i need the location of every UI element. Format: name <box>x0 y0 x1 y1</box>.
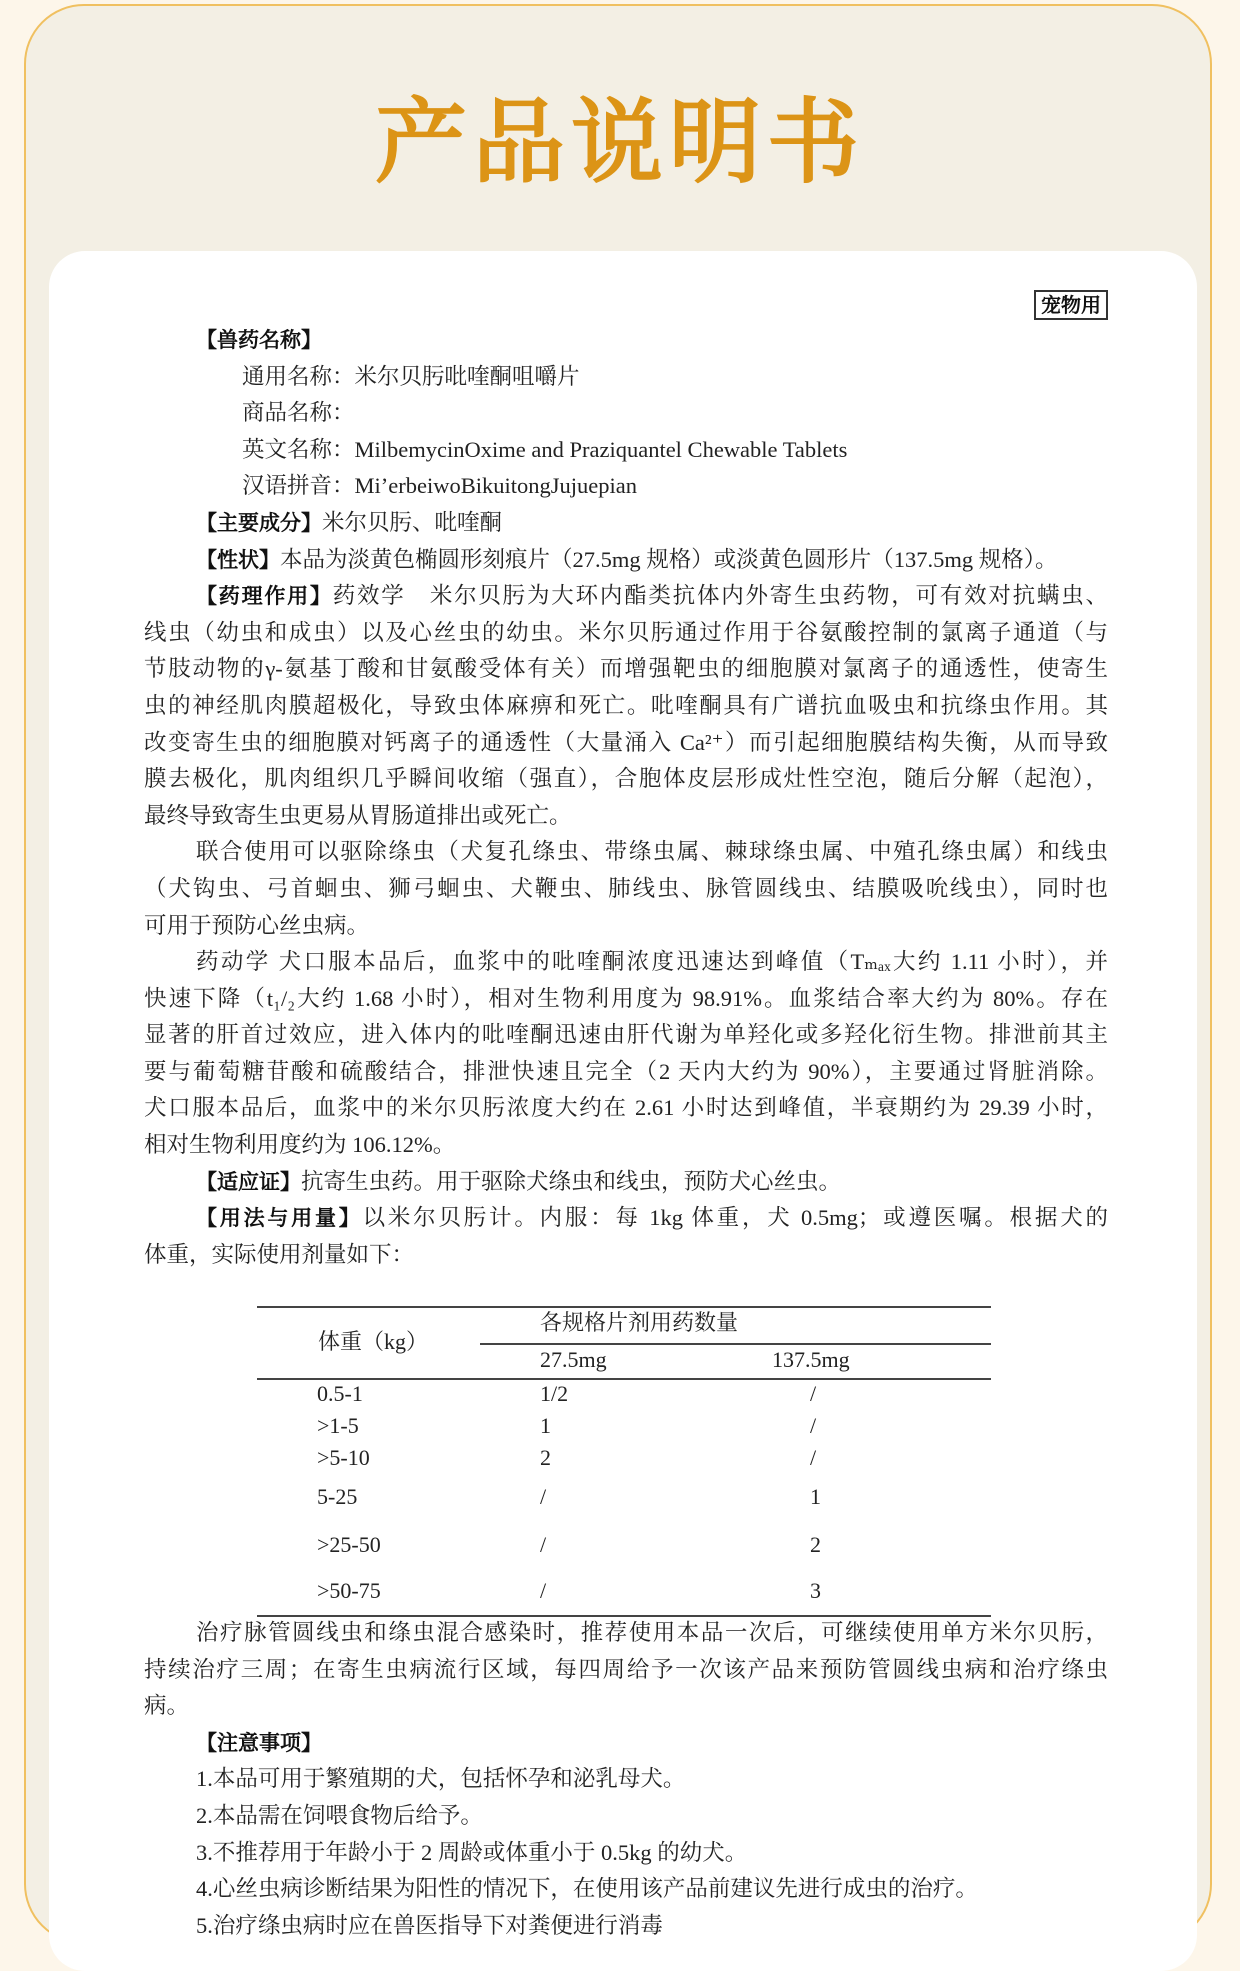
row-weight: 5-25 <box>317 1484 358 1509</box>
pharmacology-line: 改变寄生虫的细胞膜对钙离子的通透性（大量涌入 Ca²⁺）而引起细胞膜结构失衡，从而导致 <box>144 729 1108 755</box>
pharmacokinetics-line: 犬口服本品后，血浆中的米尔贝肟浓度大约在 2.61 小时达到峰值，半衰期约为 29.39 小时， <box>144 1095 1108 1121</box>
leaflet-body-top <box>144 322 1108 1273</box>
pharmacology-line: 药效学 米尔贝肟为大环内酯类抗体内外寄生虫药物，可有效对抗螨虫、 <box>332 583 1108 609</box>
row-dose-27-5: / <box>540 1532 547 1557</box>
indications-text: 抗寄生虫药。用于驱除犬绦虫和线虫，预防犬心丝虫。 <box>301 1168 842 1194</box>
page-title: 产品说明书 <box>374 89 865 196</box>
pharmacokinetics-line: 相对生物利用度约为 106.12%。 <box>144 1132 456 1158</box>
row-dose-137-5: / <box>810 1445 817 1470</box>
section-heading-appearance: 【性状】 <box>196 547 280 572</box>
pharmacology-line: 最终导致寄生虫更易从胃肠道排出或死亡。 <box>144 802 572 828</box>
pinyin-value: Mi’erbeiwoBikuitongJujuepian <box>354 473 637 499</box>
section-heading-indications: 【适应证】 <box>196 1169 301 1194</box>
row-dose-137-5: / <box>810 1381 817 1406</box>
row-weight: >25-50 <box>317 1532 381 1557</box>
section-heading-pharmacology: 【药理作用】 <box>196 584 333 609</box>
dosage-line: 体重，实际使用剂量如下： <box>144 1241 415 1267</box>
generic-name-label: 通用名称： <box>242 363 355 389</box>
pharmacology-line: 膜去极化，肌肉组织几乎瞬间收缩（强直），合胞体皮层形成灶性空泡，随后分解（起泡）， <box>144 766 1108 792</box>
row-dose-137-5: 3 <box>810 1578 821 1603</box>
pharmacokinetics-line: 快速下降（t₁/₂大约 1.68 小时），相对生物利用度为 98.91%。血浆结合率大约为 80%。存在 <box>144 985 1108 1011</box>
section-heading-ingredients: 【主要成分】 <box>196 510 322 535</box>
precaution-item: 5.治疗绦虫病时应在兽医指导下对粪便进行消毒 <box>196 1912 663 1938</box>
pet-use-badge: 宠物用 <box>1034 290 1108 320</box>
table-header-rule <box>257 1378 991 1380</box>
english-name-label: 英文名称： <box>242 436 355 462</box>
ingredients-text: 米尔贝肟、吡喹酮 <box>322 509 503 535</box>
table-header-137-5mg: 137.5mg <box>772 1347 850 1372</box>
leaflet-body-bottom <box>144 1615 1108 1944</box>
combined-use-line: 联合使用可以驱除绦虫（犬复孔绦虫、带绦虫属、棘球绦虫属、中殖孔绦虫属）和线虫 <box>196 839 1108 865</box>
row-dose-137-5: 1 <box>810 1484 821 1509</box>
row-weight: >1-5 <box>317 1413 359 1438</box>
precaution-item: 3.不推荐用于年龄小于 2 周龄或体重小于 0.5kg 的幼犬。 <box>196 1839 748 1865</box>
row-weight: >5-10 <box>317 1445 370 1470</box>
row-dose-137-5: 2 <box>810 1532 821 1557</box>
pharmacokinetics-line: 要与葡萄糖苷酸和硫酸结合，排泄快速且完全（2 天内大约为 90%），主要通过肾脏消除。 <box>144 1058 1108 1084</box>
pinyin-label: 汉语拼音： <box>242 473 355 499</box>
pharmacology-line: 节肢动物的γ-氨基丁酸和甘氨酸受体有关）而增强靶虫的细胞膜对氯离子的通透性，使寄生 <box>144 656 1108 682</box>
after-table-line: 病。 <box>144 1693 190 1719</box>
pharmacokinetics-line: 药动学 犬口服本品后，血浆中的吡喹酮浓度迅速达到峰值（Tₘₐₓ大约 1.11 小时），并 <box>196 949 1108 975</box>
precaution-item: 1.本品可用于繁殖期的犬，包括怀孕和泌乳母犬。 <box>196 1766 686 1792</box>
generic-name-value: 米尔贝肟吡喹酮咀嚼片 <box>354 363 580 389</box>
row-dose-27-5: 1 <box>540 1413 551 1438</box>
precaution-item: 2.本品需在饲喂食物后给予。 <box>196 1802 483 1828</box>
section-heading-precautions: 【注意事项】 <box>196 1730 322 1755</box>
appearance-text: 本品为淡黄色椭圆形刻痕片（27.5mg 规格）或淡黄色圆形片（137.5mg 规格）。 <box>280 546 1058 572</box>
row-dose-137-5: / <box>810 1413 817 1438</box>
combined-use-line: （犬钩虫、弓首蛔虫、狮弓蛔虫、犬鞭虫、肺线虫、脉管圆线虫、结膜吸吮线虫），同时也 <box>144 875 1108 901</box>
pharmacology-line: 虫的神经肌肉膜超极化，导致虫体麻痹和死亡。吡喹酮具有广谱抗血吸虫和抗绦虫作用。其 <box>144 692 1108 718</box>
table-group-header: 各规格片剂用药数量 <box>540 1310 739 1335</box>
row-dose-27-5: 1/2 <box>540 1381 569 1406</box>
section-heading-name: 【兽药名称】 <box>196 328 322 352</box>
english-name-value: MilbemycinOxime and Praziquantel Chewable Tablets <box>354 436 848 462</box>
trade-name-label: 商品名称： <box>242 400 355 426</box>
precaution-item: 4.心丝虫病诊断结果为阳性的情况下，在使用该产品前建议先进行成虫的治疗。 <box>196 1876 978 1902</box>
section-heading-dosage: 【用法与用量】 <box>196 1206 363 1231</box>
row-weight: 0.5-1 <box>317 1381 363 1406</box>
table-header-27-5mg: 27.5mg <box>540 1347 607 1372</box>
table-header-weight: 体重（kg） <box>318 1329 429 1354</box>
dosage-line: 以米尔贝肟计。内服：每 1kg 体重，犬 0.5mg；或遵医嘱。根据犬的 <box>362 1205 1108 1231</box>
row-dose-27-5: / <box>540 1578 547 1603</box>
pharmacokinetics-line: 显著的肝首过效应，进入体内的吡喹酮迅速由肝代谢为单羟化或多羟化衍生物。排泄前其主 <box>144 1022 1108 1048</box>
row-weight: >50-75 <box>317 1578 381 1603</box>
after-table-line: 持续治疗三周；在寄生虫病流行区域，每四周给予一次该产品来预防管圆线虫病和治疗绦虫 <box>144 1656 1108 1682</box>
row-dose-27-5: 2 <box>540 1445 551 1470</box>
after-table-line: 治疗脉管圆线虫和绦虫混合感染时，推荐使用本品一次后，可继续使用单方米尔贝肟， <box>196 1620 1108 1645</box>
row-dose-27-5: / <box>540 1484 547 1509</box>
pharmacology-line: 线虫（幼虫和成虫）以及心丝虫的幼虫。米尔贝肟通过作用于谷氨酸控制的氯离子通道（与 <box>144 619 1108 645</box>
combined-use-line: 可用于预防心丝虫病。 <box>144 912 370 938</box>
